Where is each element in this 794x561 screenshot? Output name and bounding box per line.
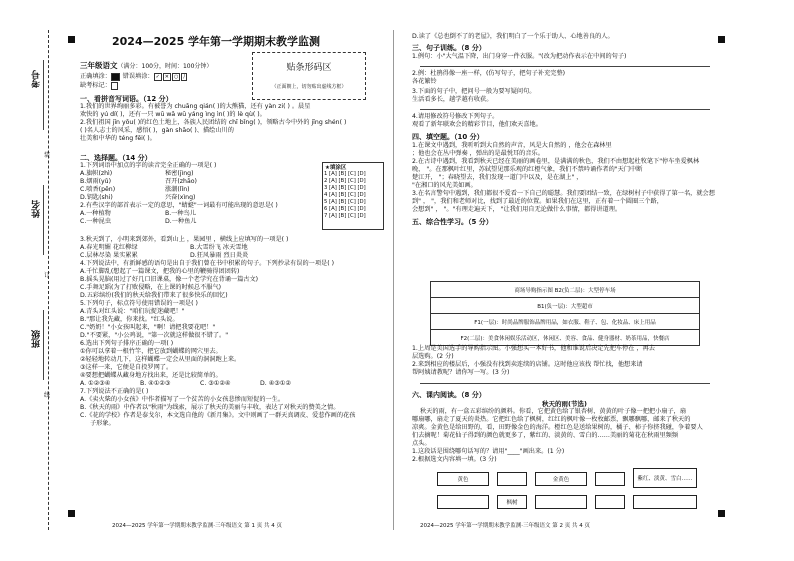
store-row: B1(负一层)：大型超市: [431, 298, 700, 314]
corner-mark: [718, 36, 725, 43]
cut-label-1: 装: [44, 152, 51, 159]
question-block-3-7: 3.秋天到了，小明来到郊外，看到山上 ，果园里 ，横线上应填写的一项是( ) A.春光明媚 花红柳绿 B.大雪纷飞 冰天雪地 C.层林尽染 果实累累 D.狂风暴雨 烈日炎炎 4.下列说法中，有新鲜感的语句是出自于我们曾在书中积累的句子。下列抄录有误的一项是( ) A.千忙脚乱(想起了一篇课文，把我的心里的鞭骑得团团转) B.摇头晃脑(用过了好几口旧课桌，像一个老学究在背诵一篇古文) C.手舞足蹈(为了打败侵略，在上课的时候总不服气) D.五彩缤纷(我们的秋天给我们带来了很多快乐的回忆) 5.下列句子，标点符号使用错误的一项是( ) A.青头对红头说："咱们玩捉迷藏吧！" B."那让我先藏，你来找。"红头说。 C."奶奶！"小女孩叫起来，"啊！请把我要花吧！" D."不要紧，"小公鸡说，"第一次就这样做很不错了。" 6.选出下列句子排序正确的一项( ) ①你可以拿着一根竹竿，把它放到蝴蝶的网穴里去。 ②轻轻地转动几下，这样蝴蝶一定会从里面的洞洞跑上来。 ③这样一来，它便是自投罗网了。 ④要想把蝴蝶从藏身地方找出来，还是比较简单的。 A. ①②③④ B. ④①②③ C. ③①②④ D. ④③①② 7.下列说法不正确的是( ) A.《卖火柴的小女孩》中作者描写了一个贫苦的小女孩悲惨而短促的一生。 B.《秋天的雨》中作者以"秋雨"为线索，展示了秋天的美丽与丰收，表达了对秋天的赞美之情。 C.《花的学校》作者是泰戈尔，本文选自他的《新月集》。文中则画了一群天真调皮、爱惹作画的花孩 子形象。: [80, 236, 356, 427]
section-2-title: 二、选择题。（14 分）: [80, 154, 152, 162]
section-1-body: 1.我们的世界绚丽多彩。有被誉为 chuāng qián( )的大熊猫，还有 yàn zi( ) 。晨星 欢快的 yú dí( )，还有一只 wū wā wū yáng ìng ìn( )的 lè qù( )。 2.我们祖国 jīn yōu( )的红色土地上，各族人民团结的 chī bǐng( )，领略古今中外的 jīng shén( ) ( )名人志士的风采，感悟( )，gàn shāo( )、描绘山川的 壮美和中华的 téng fēi( )。: [80, 103, 347, 142]
binding-line: [48, 30, 49, 530]
subject-title: 三年级语文（满分：100分，时间：100分钟）: [80, 61, 213, 70]
answer-row[interactable]: 2 [A] [B] [C] [D]: [324, 178, 366, 184]
store-row: F2(二层)：美食休闲娱乐活动区，休闲区、美容、食品、健身器材、奶茶用品，快餐店: [431, 330, 700, 346]
number-line: [43, 60, 44, 130]
answer-row[interactable]: 7 [A] [B] [C] [D]: [324, 213, 366, 219]
flow-box[interactable]: [437, 495, 489, 509]
answer-row[interactable]: 1 [A] [B] [C] [D]: [324, 171, 366, 177]
right-page-top: D.读了《总也倒不了的老屋》，我们明白了一个乐于助人、心地善良的人。 三、句子训练。（8 分） 1.例句：小"大气温下降，出门身穿一件衣服。"(改为把动作表示在中间的句子) 2.例：杜鹃得像一座一样，(仿写句子，把句子补充完整) 各花繁铃 3.下面的句子中，把问号一般为要写疑问句。 生活看多长，越学越有收获。 4.请用修改符号修改下列句子。 观看了新年联欢会的精彩节目，他们欢天喜地。 四、填空题。（10 分） 1.在课文中遇到，我听听到大自然的声音，风是大自然的 ，他会在森林里 ；他也会在丛中弹奏 ，弹出的是最悦耳的音乐。 2.在古诗中遇到，我看到秋天已经在美丽的画卷里，是满满的秋色，我们不由想起杜牧笔下"停车坐爱枫林 晚， "。在那枫叶红里，苏轼望见那乐观的红橙气象，我们不禁吟诵作者的"天门中断 楚江开， "；春晓望去，我们发现一道门中以及，是在湖上" ， "在湘口的风光美如画。 3.在名言警句中遇到，我们都很不爱看一下自己的聪慧。我们要团结一致，在绿树村子中获得了第一名，就会想 到" ， "，我们和老师对比，找到了最近的位置。如果我们在这里，正有着一个圆圈三个路， 会想到" ， "。"有理走遍天下， "让我们用自无论做什么事情，都得讲道理。 五、综合性学习。（5 分）: [412, 33, 715, 226]
flow-box[interactable]: [595, 495, 625, 509]
corner-mark: [718, 510, 725, 517]
section-1-title: 一、看拼音写词语。（12 分）: [80, 95, 173, 103]
question-block-1-3: 1.下列词语中加点的字的读音完全正确的一项是( ) A.旗帜(zhì) 秘密(jìng) B.烟雨(yǔ) 召开(zhāo) C.喷香(pēn) 涨潮(lǐn) D.钥匙(shi) 兴奋(xìng) 2.有些汉字的部首表示一定的意思，"蜻蜓"一词最有可能出现的意思是( ) A.一种植物 B.一种鸟儿 C.一种昆虫 D.一种鱼儿: [80, 162, 278, 225]
flow-box[interactable]: [497, 472, 527, 486]
flow-box[interactable]: [633, 495, 697, 509]
cut-label-3: 线: [44, 392, 51, 399]
answer-row[interactable]: 5 [A] [B] [C] [D]: [324, 199, 366, 205]
class-line: [43, 310, 44, 380]
right-page-bottom: 1.上周是美国选手的导购指示图。小强想买一本好书，他和谁说后决定先把车停在 ，再去 层选购。(2 分) 2.来到相应的楼层后，小强没有找到卖连续的店铺。这时他应该找 帮忙找，他想来请 帮阿姨请教呢？请你写一写。(3 分) 六、课内阅读。（8 分） 秋天的雨(节选) 秋天的雨，有一盒五彩缤纷的颜料。你看，它把黄色给了银杏树，黄黄的叶子像一把把小扇子，扇 哪扇哪，扇走了夏天的炎热。它把红色给了枫树，红红的枫叶像一枚枚邮票，飘哪飘哪，邮来了秋天的 凉爽。金黄色是给田野的，看，田野像金色的海洋。橙红色是送给果树的，橘子、柿子你挤我碰，争着要人 们去摘呢！菊花仙子得到的颜色就更多了，紫红的、淡黄的、雪白的……美丽的菊花在秋雨里频频 点头。 1.这段话是围绕哪句话写的？请用"____"画出来。(1 分) 2.根据选文内容填一填。(3 分): [412, 345, 717, 464]
side-label-number: 考号: [32, 70, 42, 88]
side-label-class: 班级: [32, 330, 42, 348]
store-row: 商场导购指示图 B2(负二层)：大型停车场: [431, 282, 700, 298]
answer-row[interactable]: 3 [A] [B] [C] [D]: [324, 185, 366, 191]
footer-right: 2024—2025 学年第一学期期末教学监测·三年级语文 第 2 页 共 4 页: [420, 523, 590, 529]
answer-row[interactable]: 6 [A] [B] [C] [D]: [324, 206, 366, 212]
side-label-name: 姓名: [32, 200, 42, 218]
cut-label-2: 订: [44, 272, 51, 279]
corner-mark: [68, 510, 75, 517]
answer-row[interactable]: 4 [A] [B] [C] [D]: [324, 192, 366, 198]
name-line: [43, 185, 44, 255]
answer-box: ★填涂区 1 [A] [B] [C] [D] 2 [A] [B] [C] [D] 3 [A] [B] [C] [D] 4 [A] [B] [C] [D] 5 [A] [B] [C] [D] 6 [A] [B] [C] [D] 7 [A] [B] [C] [D]: [322, 162, 384, 230]
flow-box: 金黄色: [535, 472, 587, 486]
flow-box[interactable]: [595, 472, 625, 486]
corner-mark: [68, 36, 75, 43]
fill-example: 正确填涂： ■ 错误填涂： ✓ ✕ ○ /: [80, 73, 186, 80]
flow-box: 紫红、淡黄、雪白……: [633, 468, 697, 488]
flow-box[interactable]: [535, 495, 587, 509]
page-title: 2024—2025 学年第一学期期末教学监测: [112, 35, 321, 48]
page-divider: [393, 30, 394, 530]
flow-box: 枫树: [497, 495, 527, 509]
absent-mark: 缺考标记：: [80, 82, 119, 90]
footer-left: 2024—2025 学年第一学期期末教学监测·三年级语文 第 1 页 共 4 页: [112, 523, 282, 529]
store-row: F1(一层)：时尚品牌服饰品牌用品，如衣服、鞋子、包、化妆品、床上用品: [431, 314, 700, 330]
flow-box: 黄色: [437, 472, 489, 486]
barcode-area: 贴条形码区 （正面朝上，切勿贴出虚线方框）: [252, 52, 366, 100]
store-guide-table: [430, 281, 700, 346]
